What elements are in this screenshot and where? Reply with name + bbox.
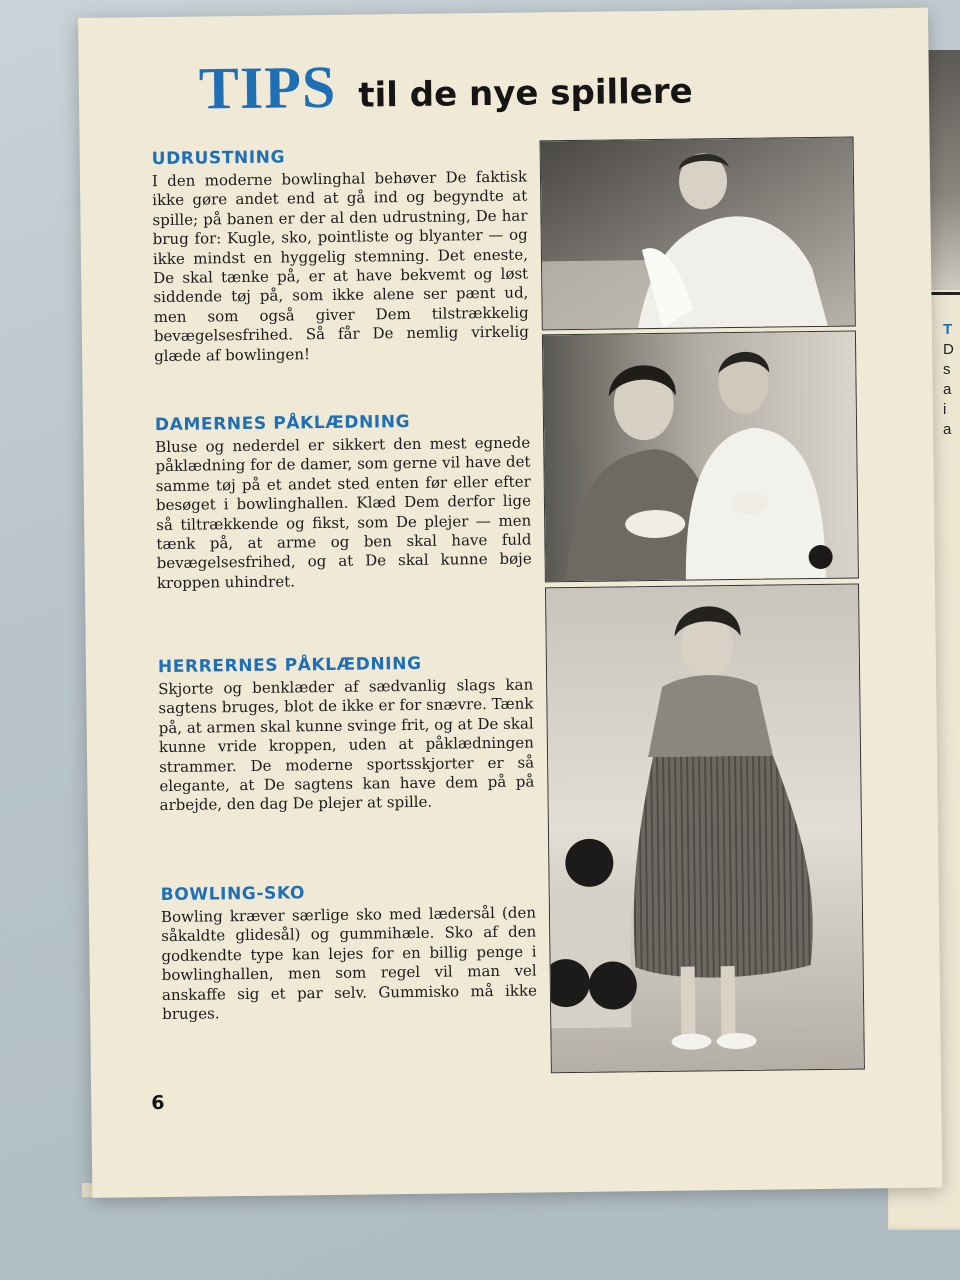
next-page-letter: s bbox=[943, 361, 951, 378]
next-page-letter: a bbox=[943, 421, 952, 438]
title-subtitle: til de nye spillere bbox=[358, 71, 693, 116]
section-bowling-sko bbox=[161, 880, 538, 1024]
photo-couple-with-shoes bbox=[542, 331, 859, 583]
next-page-letter: a bbox=[943, 381, 952, 398]
section-body: Bluse og nederdel er sikkert den mest egnede påklædning for de damer, som gerne vil have det samme tøj på et andet sted enten før eller efter besøget i bowlinghallen. Klæd Dem derfor lige så tiltrækkende og fikst, som De plejer — men tænk på, at arme og ben skal have fuld bevægelsesfrihed, og at De skal kunne bøje kroppen uhindret. bbox=[155, 433, 532, 592]
section-heading: DAMERNES PÅKLÆDNING bbox=[154, 411, 411, 436]
section-heading: HERRERNES PÅKLÆDNING bbox=[157, 653, 422, 678]
next-page-letter: i bbox=[943, 401, 947, 418]
next-page-heading-fragment: T bbox=[943, 321, 953, 338]
section-body: Bowling kræver særlige sko med lædersål (den såkaldte glidesål) og gummihæle. Sko af den godkendte type kan lejes for en billig penge i bowlinghallen, men som regel vil man vel anskaffe sig et par selv. Gummisko må ikke bruges. bbox=[160, 903, 538, 1024]
next-page-text-fragment bbox=[943, 320, 960, 440]
photo-woman-pleated-skirt bbox=[545, 584, 865, 1074]
section-body: Skjorte og benklæder af sædvanlig slags kan sagtens bruges, blot de ikke er for snævre. Tænk på, at armen skal kunne svinge frit, og at De skal kunne vride kroppen, uden at påklædningen strammer. De moderne sportsskjorter er så elegante, at De sagtens kan have dem på på arbejde, den dag De plejer at spille. bbox=[158, 675, 535, 815]
section-herrernes bbox=[158, 652, 535, 815]
page-title bbox=[198, 48, 693, 123]
photo-man-with-towel bbox=[540, 137, 856, 331]
title-tips: TIPS bbox=[198, 53, 337, 122]
section-damernes bbox=[155, 411, 532, 594]
booklet-page bbox=[78, 8, 942, 1198]
next-page-letter: D bbox=[943, 341, 954, 358]
section-heading: BOWLING-SKO bbox=[160, 883, 306, 906]
section-body: I den moderne bowlinghal behøver De faktisk ikke gøre andet end at gå ind og begyndte at spille; på banen er der al den udrustning, De har brug for: Kugle, sko, pointliste og blyanter — og ikke mindst en hyggelig stemning. Det eneste, De skal tænke på, er at have bekvemt og løst siddende tøj på, som ikke alene ser pænt ud, men som også giver Dem tilstrækkelig bevægelsesfrihed. Så får De nemlig virkelig glæde af bowlingen! bbox=[151, 167, 529, 365]
page-number: 6 bbox=[151, 1092, 165, 1115]
section-udrustning bbox=[152, 145, 530, 367]
section-heading: UDRUSTNING bbox=[151, 147, 286, 170]
